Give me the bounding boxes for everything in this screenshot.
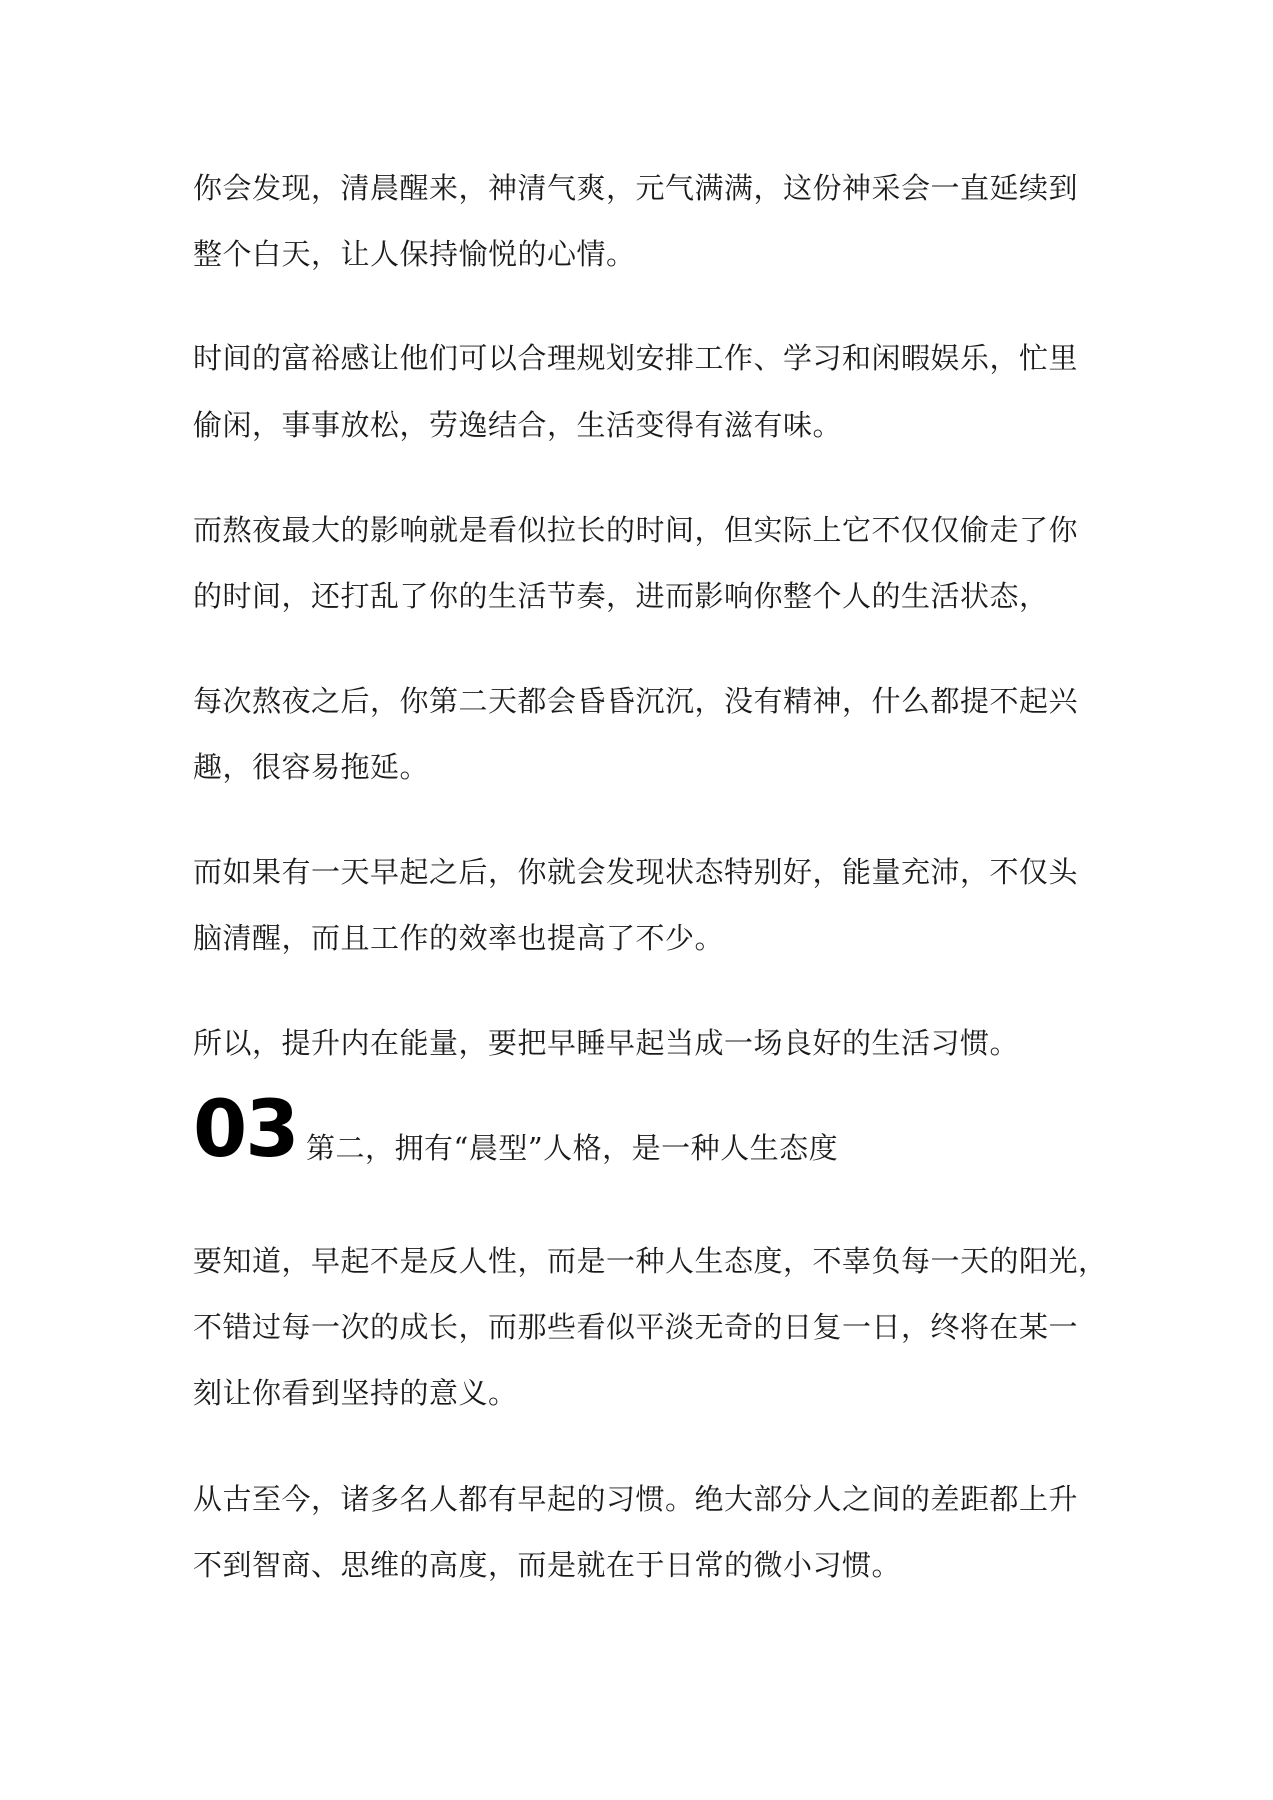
paragraph-5-line-1: 而如果有一天早起之后，你就会发现状态特别好，能量充沛，不仅头 xyxy=(193,855,1079,889)
paragraph-7-line-2: 不错过每一次的成长，而那些看似平淡无奇的日复一日，终将在某一 xyxy=(193,1310,1079,1344)
section-number: 03 xyxy=(193,1085,298,1175)
paragraph-3-line-1: 而熬夜最大的影响就是看似拉长的时间，但实际上它不仅仅偷走了你 xyxy=(193,513,1079,547)
paragraph-5-line-2: 脑清醒，而且工作的效率也提高了不少。 xyxy=(193,921,725,955)
paragraph-4-line-2: 趣，很容易拖延。 xyxy=(193,750,430,784)
paragraph-1-line-1: 你会发现，清晨醒来，神清气爽，元气满满，这份神采会一直延续到 xyxy=(193,171,1079,205)
paragraph-3-line-2: 的时间，还打乱了你的生活节奏，进而影响你整个人的生活状态， xyxy=(193,579,1049,613)
paragraph-2-line-1: 时间的富裕感让他们可以合理规划安排工作、学习和闲暇娱乐，忙里 xyxy=(193,341,1079,375)
paragraph-4-line-1: 每次熬夜之后，你第二天都会昏昏沉沉，没有精神，什么都提不起兴 xyxy=(193,684,1079,718)
paragraph-6-line-1: 所以，提升内在能量，要把早睡早起当成一场良好的生活习惯。 xyxy=(193,1026,1020,1060)
paragraph-8-line-1: 从古至今，诸多名人都有早起的习惯。绝大部分人之间的差距都上升 xyxy=(193,1482,1079,1516)
paragraph-8-line-2: 不到智商、思维的高度，而是就在于日常的微小习惯。 xyxy=(193,1548,902,1582)
paragraph-7-line-3: 刻让你看到坚持的意义。 xyxy=(193,1376,518,1410)
paragraph-2-line-2: 偷闲，事事放松，劳逸结合，生活变得有滋有味。 xyxy=(193,408,843,442)
section-title: 第二，拥有“晨型”人格，是一种人生态度 xyxy=(306,1131,839,1165)
paragraph-1-line-2: 整个白天，让人保持愉悦的心情。 xyxy=(193,237,636,271)
paragraph-7-line-1: 要知道，早起不是反人性，而是一种人生态度，不辜负每一天的阳光， xyxy=(193,1244,1108,1278)
